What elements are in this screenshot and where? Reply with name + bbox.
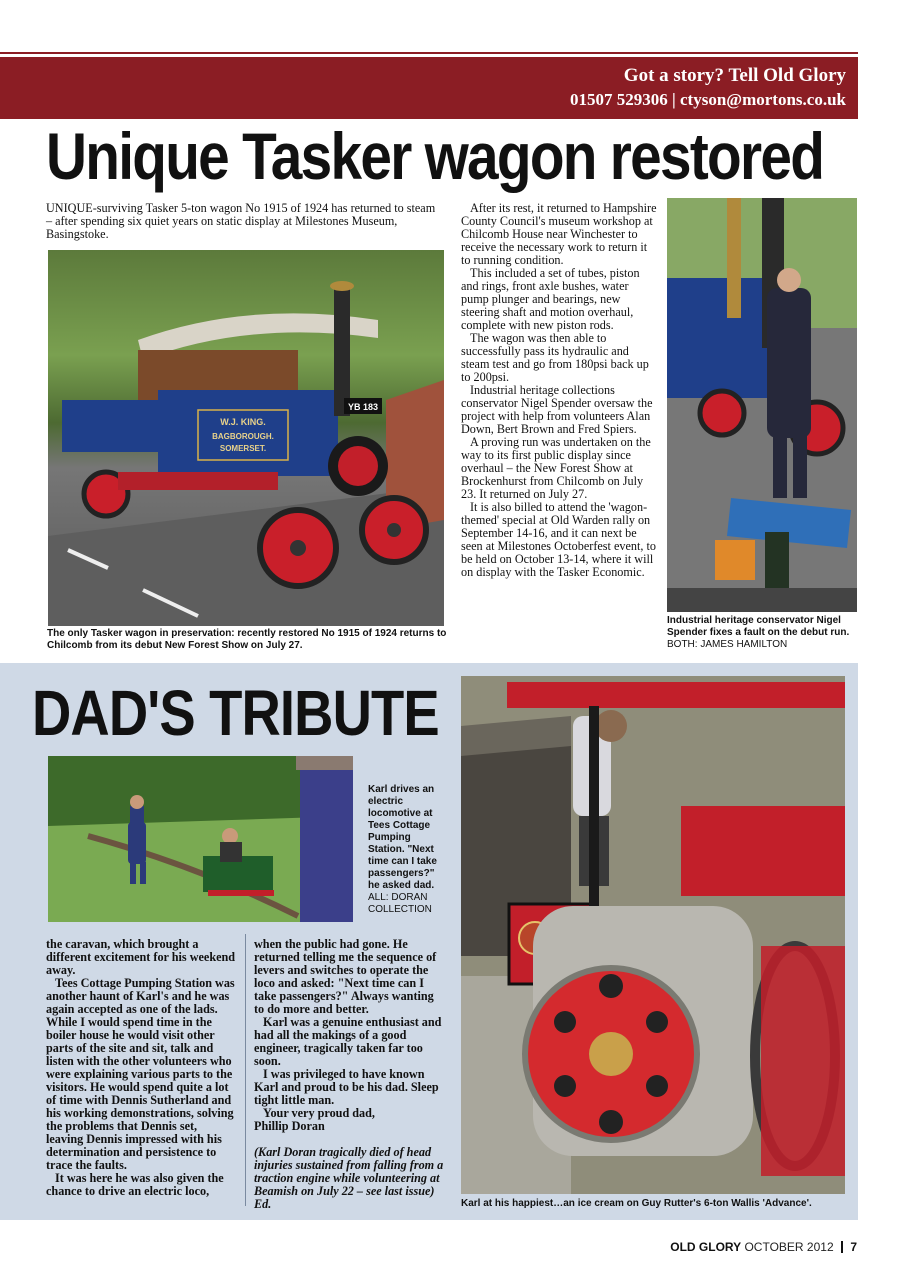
tasker-wagon-illustration: [48, 250, 444, 626]
footer-separator: [841, 1241, 843, 1253]
tribute-headline: DAD'S TRIBUTE: [32, 677, 439, 749]
photo2-caption: [667, 615, 857, 651]
photo3-caption: [368, 784, 440, 916]
col2-paragraph: This included a set of tubes, piston and rings, front axle bushes, water pump plunger and bearings, new steering shaft and motion overhaul, complete with new piston rods.: [461, 266, 640, 332]
col2-paragraph: Industrial heritage collections conservator Nigel Spender oversaw the project with help from volunteers Alan Down, Bert Brown and Fred Spiers.: [461, 383, 653, 436]
photo4-caption: Karl at his happiest…an ice cream on Guy Rutter's 6-ton Wallis 'Advance'.: [461, 1198, 812, 1209]
electric-loco-photo: [48, 756, 353, 922]
article-column-2: [461, 202, 657, 579]
photo1-caption: The only Tasker wagon in preservation: recently restored No 1915 of 1924 returns to Chilcomb from its debut New Forest Show on July 27.: [47, 628, 447, 651]
tribute-column-a: [46, 938, 236, 1198]
col2-paragraph: A proving run was undertaken on the way to its first public display since overhaul – the New Forest Show at Brockenhurst from Chilcomb on July 23. It returned on July 27.: [461, 435, 651, 501]
tribute-paragraph: the caravan, which brought a different excitement for his weekend away.: [46, 937, 236, 977]
photo2-credit: BOTH: JAMES HAMILTON: [667, 639, 788, 650]
conservator-illustration: [667, 198, 857, 612]
footer-page-number: 7: [850, 1240, 857, 1254]
tribute-paragraph: when the public had gone. He returned telling me the sequence of levers and switches to operate the loco and asked: "Next time can I take passengers?" Always wanting to do more and better.: [254, 937, 437, 1016]
tribute-column-b: [254, 938, 444, 1211]
intro-paragraph: UNIQUE-surviving Tasker 5-ton wagon No 1915 of 1924 has returned to steam – after spending six quiet years on static display at Milestones Museum, Basingstoke.: [46, 201, 436, 241]
story-banner: [0, 57, 858, 119]
wallis-advance-photo: [461, 676, 845, 1194]
footer-issue: OCTOBER 2012: [744, 1240, 834, 1254]
photo3-caption-text: Karl drives an electric locomotive at Tees Cottage Pumping Station. "Next time can I take passengers?" he asked dad.: [368, 784, 437, 891]
top-rule: [0, 52, 858, 54]
page-footer: [670, 1240, 857, 1254]
wagon-sign-line2: BAGBOROUGH.: [212, 432, 274, 441]
wagon-plate: YB 183: [347, 402, 379, 412]
electric-loco-illustration: [48, 756, 353, 922]
tasker-wagon-photo: [48, 250, 444, 626]
tribute-editor-note: (Karl Doran tragically died of head injuries sustained from falling from a traction engine while volunteering at Beamish on July 22 – see last issue) Ed.: [254, 1145, 444, 1211]
wagon-sign-line3: SOMERSET.: [219, 444, 267, 453]
col2-paragraph: After its rest, it returned to Hampshire County Council's museum workshop at Chilcomb House near Winchester to receive the necessary work to return it to running condition.: [461, 201, 657, 267]
photo2-caption-text: Industrial heritage conservator Nigel Spender fixes a fault on the debut run.: [667, 615, 850, 638]
column-divider: [245, 934, 246, 1206]
col2-paragraph: It is also billed to attend the 'wagon-themed' special at Old Warden rally on September 14-16, and it can next be seen at Milestones Octoberfest event, to be held on October 13-14, where it will on display with the Tasker Economic.: [461, 500, 656, 579]
tribute-paragraph: It was here he was also given the chance to drive an electric loco,: [46, 1171, 224, 1198]
tribute-paragraph: Tees Cottage Pumping Station was another haunt of Karl's and he was again accepted as one of the lads. While I would spend time in the boiler house he would visit other parts of the site and sit, talk and listen with the other volunteers who were explaining various parts to the visitors. He would spend quite a lot of time with Dennis Sutherland and his working demonstrations, solving the problems that Dennis set, leaving Dennis impressed with his determination and persistence to trace the faults.: [46, 976, 235, 1172]
tribute-signature: Phillip Doran: [254, 1119, 325, 1133]
footer-magazine: OLD GLORY: [670, 1240, 742, 1254]
col2-paragraph: The wagon was then able to successfully pass its hydraulic and steam test and go from 180psi back up to 200psi.: [461, 331, 649, 384]
article-headline: Unique Tasker wagon restored: [46, 119, 824, 193]
photo3-credit: ALL: DORAN COLLECTION: [368, 892, 432, 915]
tribute-paragraph: I was privileged to have known Karl and proud to be his dad. Sleep tight little man.: [254, 1067, 439, 1107]
article-intro: [46, 202, 441, 241]
banner-title: Got a story? Tell Old Glory: [623, 65, 846, 86]
banner-contact: 01507 529306 | ctyson@mortons.co.uk: [570, 90, 846, 109]
tribute-paragraph: Your very proud dad,: [263, 1106, 375, 1120]
tribute-paragraph: Karl was a genuine enthusiast and had all the makings of a good engineer, tragically taken far too soon.: [254, 1015, 442, 1068]
wallis-advance-illustration: [461, 676, 845, 1194]
wagon-sign-line1: W.J. KING.: [220, 417, 266, 427]
conservator-photo: [667, 198, 857, 612]
